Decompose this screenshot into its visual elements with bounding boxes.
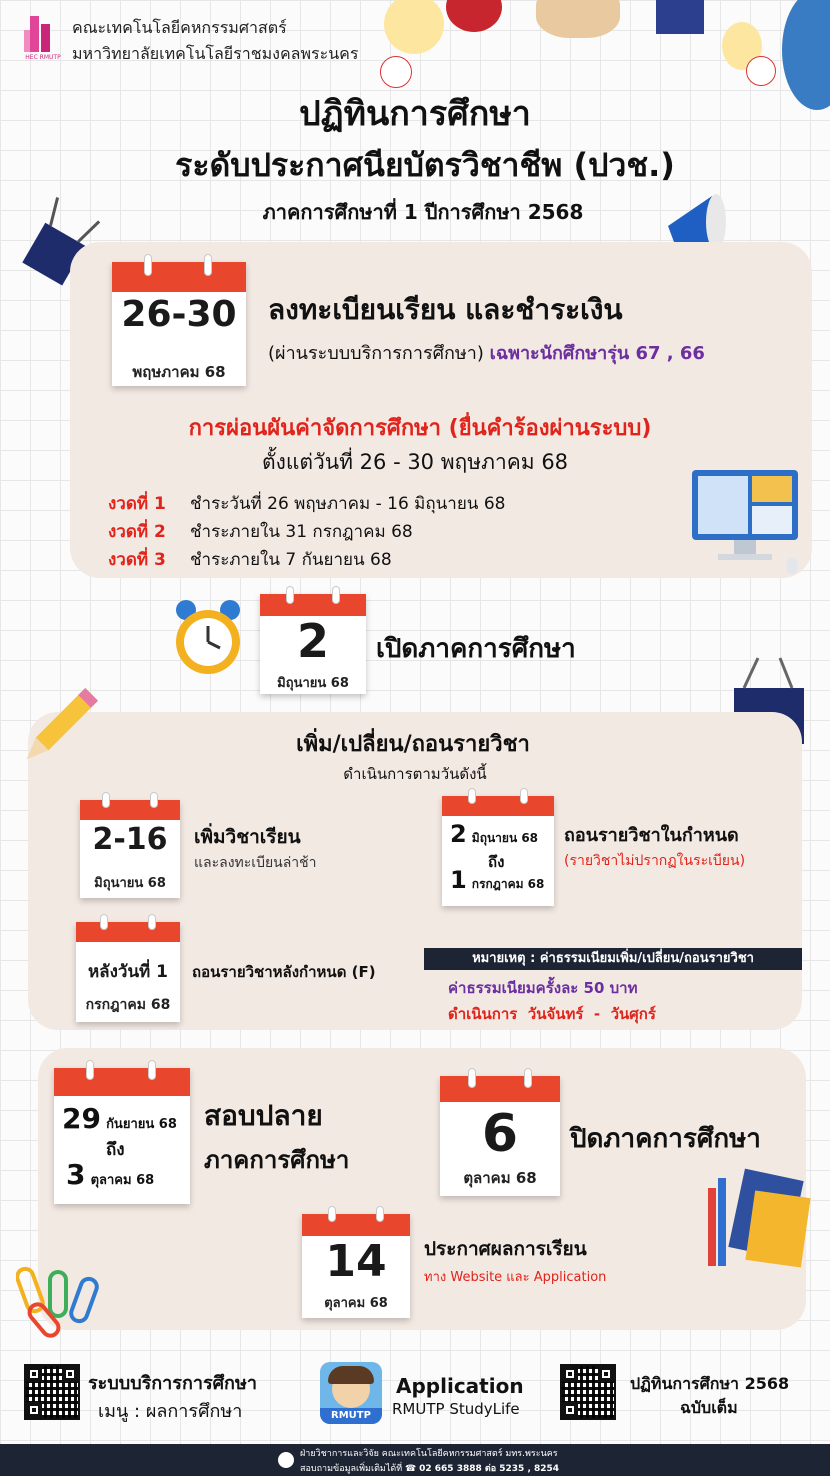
exam-end-num: 3 xyxy=(66,1158,86,1191)
computer-icon xyxy=(688,466,804,578)
baseball-icon-2 xyxy=(380,56,412,88)
installment-row: งวดที่ 3 ชำระภายใน 7 กันยายน 68 xyxy=(108,550,392,570)
installment-period: ตั้งแต่วันที่ 26 - 30 พฤษภาคม 68 xyxy=(261,450,569,474)
page-subtitle: ระดับประกาศนียบัตรวิชาชีพ (ปวช.) xyxy=(175,146,675,184)
footer-contact-label: สอบถามข้อมูลเพิ่มเติมได้ที่ xyxy=(300,1464,403,1474)
service-qr-code[interactable] xyxy=(24,1364,80,1420)
open-semester-title: เปิดภาคการศึกษา xyxy=(376,634,576,664)
calendar-final-exam xyxy=(54,1068,190,1204)
drop-mid: ถึง xyxy=(488,853,505,871)
results-sub: ทาง Website และ Application xyxy=(424,1270,607,1285)
open-date: 2 xyxy=(296,614,329,668)
registration-month: พฤษภาคม 68 xyxy=(132,363,226,381)
registration-date: 26-30 xyxy=(121,294,237,335)
logo-text: HEC RMUTP xyxy=(25,54,61,61)
calendar-close-semester xyxy=(440,1076,560,1196)
close-date: 6 xyxy=(481,1104,519,1164)
calendar-open-semester xyxy=(260,594,366,694)
university-name: มหาวิทยาลัยเทคโนโลยีราชมงคลพระนคร xyxy=(72,44,359,63)
semester-line: ภาคการศึกษาที่ 1 ปีการศึกษา 2568 xyxy=(262,200,584,224)
alarm-clock-icon xyxy=(170,596,246,680)
drop-end-num: 1 xyxy=(450,866,467,894)
calendar-full-title: ปฏิทินการศึกษา 2568 xyxy=(630,1374,790,1393)
phone-icon: ☎ xyxy=(405,1464,417,1474)
close-semester-title: ปิดภาคการศึกษา xyxy=(570,1124,761,1154)
page-title: ปฏิทินการศึกษา xyxy=(299,94,531,134)
service-title: ระบบบริการการศึกษา xyxy=(88,1373,257,1394)
results-date: 14 xyxy=(325,1236,387,1287)
footer-bar xyxy=(0,1444,830,1476)
paint-palette-icon xyxy=(536,0,620,38)
close-month: ตุลาคม 68 xyxy=(463,1169,537,1187)
fee-note-label: หมายเหตุ : ค่าธรรมเนียมเพิ่ม/เปลี่ยน/ถอนรายวิชา xyxy=(424,948,802,970)
registration-note-paren: (ผ่านระบบบริการการศึกษา) xyxy=(268,343,484,364)
drop-start-num: 2 xyxy=(450,820,467,848)
exam-end-month: ตุลาคม 68 xyxy=(90,1173,155,1188)
app-title: Application xyxy=(396,1374,524,1398)
results-month: ตุลาคม 68 xyxy=(324,1296,388,1311)
exam-mid: ถึง xyxy=(106,1140,125,1160)
apple-icon xyxy=(446,0,502,32)
notebook-icon xyxy=(704,1164,816,1274)
calendar-registration xyxy=(112,262,246,386)
add-drop-title: เพิ่ม/เปลี่ยน/ถอนรายวิชา xyxy=(296,732,530,757)
lightbulb-icon xyxy=(384,0,444,54)
faculty-logo xyxy=(22,14,62,64)
fee-note-amount: ค่าธรรมเนียมครั้งละ 50 บาท xyxy=(448,979,638,997)
exam-start-num: 29 xyxy=(62,1102,101,1135)
book-icon xyxy=(656,0,704,34)
late-month: กรกฎาคม 68 xyxy=(85,997,171,1013)
registration-note xyxy=(268,338,705,367)
installment-title: การผ่อนผันค่าจัดการศึกษา (ยื่นคำร้องผ่านระบบ) xyxy=(188,416,652,441)
late-date: หลังวันที่ 1 xyxy=(87,962,169,982)
footer-line1: ฝ่ายวิชาการและวิจัย คณะเทคโนโลยีคหกรรมศาสตร์ มทร.พระนคร xyxy=(300,1449,558,1459)
app-badge: RMUTP xyxy=(320,1408,382,1424)
open-month: มิถุนายน 68 xyxy=(277,676,349,691)
calendar-qr-code[interactable] xyxy=(560,1364,616,1420)
results-title: ประกาศผลการเรียน xyxy=(424,1238,587,1260)
calendar-full-sub: ฉบับเต็ม xyxy=(680,1398,738,1417)
registration-title: ลงทะเบียนเรียน และชำระเงิน xyxy=(268,293,623,326)
exam-start-month: กันยายน 68 xyxy=(106,1117,177,1132)
final-exam-title: สอบปลาย xyxy=(204,1099,323,1132)
calendar-drop-course xyxy=(442,796,554,906)
service-sub: เมนู : ผลการศึกษา xyxy=(98,1401,243,1422)
installment-row: งวดที่ 1 ชำระวันที่ 26 พฤษภาคม - 16 มิถุนายน 68 xyxy=(108,494,506,514)
installment-row: งวดที่ 2 ชำระภายใน 31 กรกฎาคม 68 xyxy=(108,522,413,542)
calendar-add-course xyxy=(80,800,180,898)
add-date: 2-16 xyxy=(92,822,168,857)
facebook-icon xyxy=(278,1452,294,1468)
drop-end-month: กรกฎาคม 68 xyxy=(471,877,545,891)
registration-note-highlight: เฉพาะนักศึกษารุ่น 67 , 66 xyxy=(489,343,705,364)
fee-note-days: ดำเนินการ วันจันทร์ - วันศุกร์ xyxy=(448,1005,656,1023)
drop-course-title: ถอนรายวิชาในกำหนด xyxy=(564,825,739,846)
add-month: มิถุนายน 68 xyxy=(94,876,166,891)
studylife-app-icon[interactable] xyxy=(320,1362,382,1424)
paperclip-icon xyxy=(16,1262,106,1342)
add-course-title: เพิ่มวิชาเรียน xyxy=(194,826,301,848)
calendar-results xyxy=(302,1214,410,1318)
footer-phone: 02 665 3888 ต่อ 5235 , 8254 xyxy=(419,1464,560,1474)
drop-course-sub: (รายวิชาไม่ปรากฏในระเบียน) xyxy=(564,853,746,869)
baseball-icon xyxy=(746,56,776,86)
final-exam-title-2: ภาคการศึกษา xyxy=(204,1146,350,1174)
add-drop-subtitle: ดำเนินการตามวันดังนี้ xyxy=(343,765,487,783)
installment-list xyxy=(108,490,505,574)
late-drop-title: ถอนรายวิชาหลังกำหนด (F) xyxy=(192,963,376,981)
app-sub: RMUTP StudyLife xyxy=(392,1400,520,1418)
faculty-name: คณะเทคโนโลยีคหกรรมศาสตร์ xyxy=(72,18,287,37)
calendar-late-drop xyxy=(76,922,180,1022)
drop-start-month: มิถุนายน 68 xyxy=(471,831,539,845)
add-course-sub: และลงทะเบียนล่าช้า xyxy=(194,855,317,871)
